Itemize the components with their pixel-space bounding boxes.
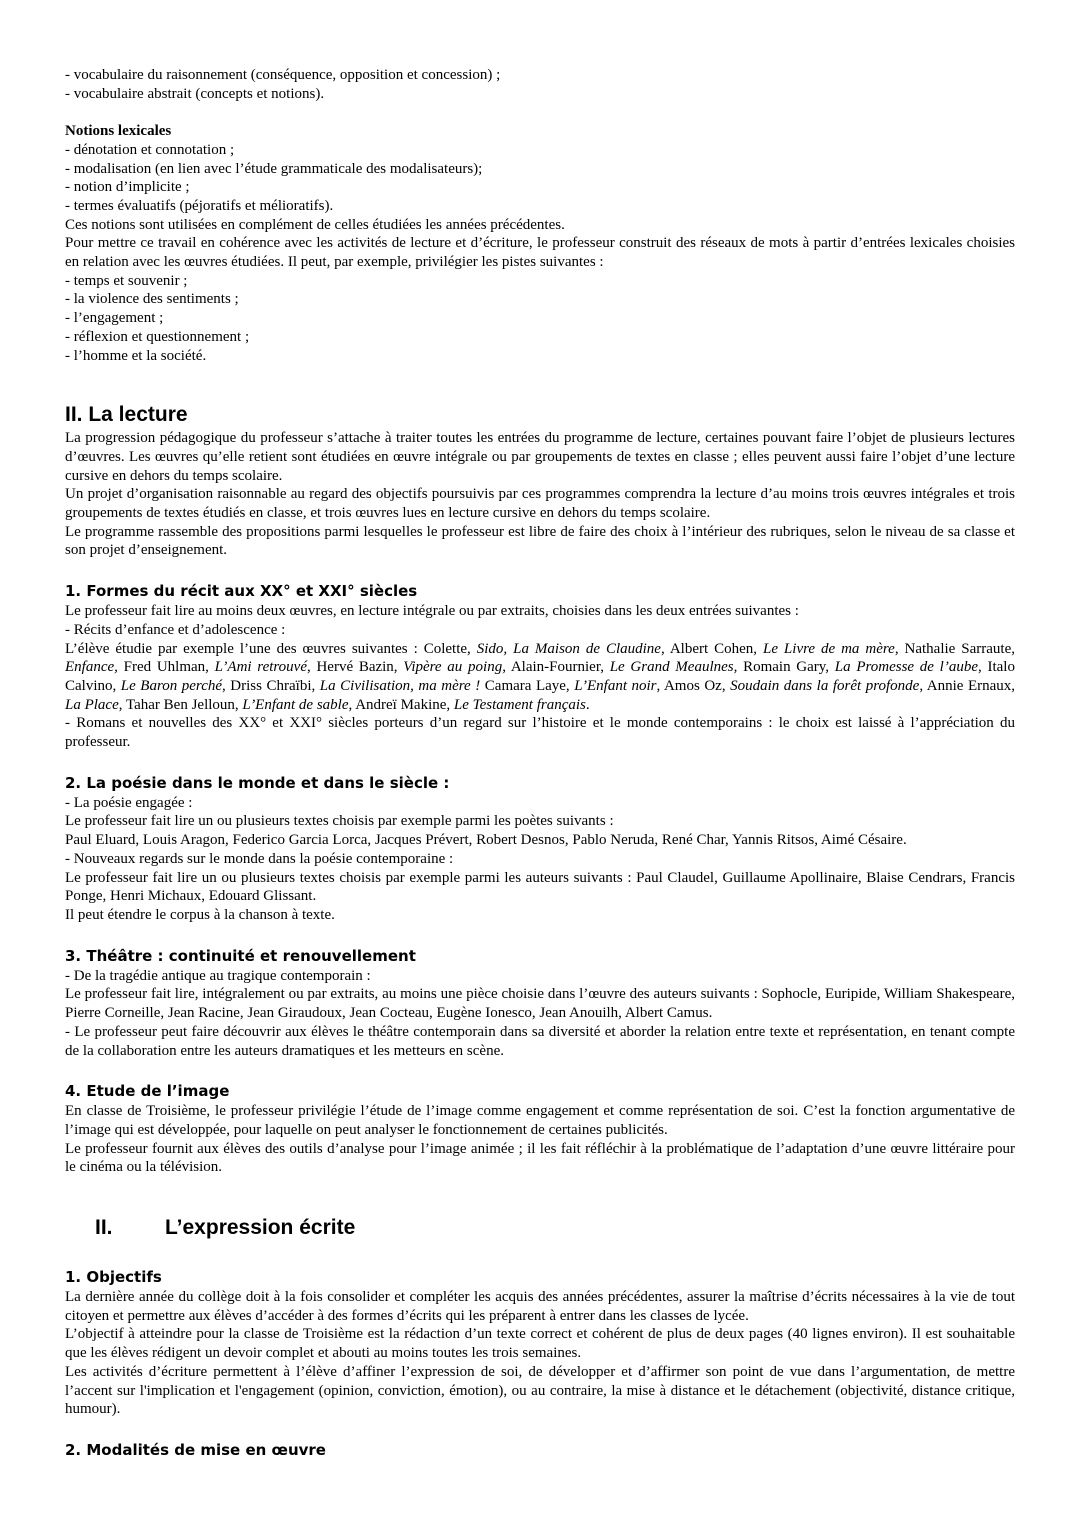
work-title: Sido, La Maison de Claudine	[476, 640, 661, 657]
text-segment: Fred Uhlman,	[117, 659, 215, 676]
paragraph: - dénotation et connotation ;	[65, 141, 235, 158]
work-title: Le Baron perché	[120, 677, 223, 694]
text-segment: , Nathalie Sarraute,	[894, 640, 1015, 657]
subsection-heading: 1. Objectifs	[65, 1268, 162, 1287]
work-title: Vipère au poing	[403, 659, 503, 676]
paragraph: Le professeur fait lire un ou plusieurs textes choisis par exemple parmi les auteurs suivants : Paul Claudel, Guillaume Apollinaire, Blaise Cendrars, Francis Ponge, Henri Michaux, Edouard Glissant.	[65, 869, 1015, 905]
text-segment: , Romain Gary,	[733, 659, 835, 676]
text-segment: , Driss Chraïbi,	[222, 677, 320, 694]
text-segment: L’élève étudie par exemple l’une des œuvres suivantes : Colette,	[65, 640, 477, 657]
work-title: Le Livre de ma mère	[762, 640, 895, 657]
paragraph: Le professeur fait lire un ou plusieurs textes choisis par exemple parmi les poètes suivants :	[65, 813, 614, 830]
blank-line	[65, 103, 1015, 122]
paragraph: - Récits d’enfance et d’adolescence :	[65, 621, 286, 638]
paragraph: - l’homme et la société.	[65, 347, 207, 364]
work-title: Enfance,	[65, 659, 118, 676]
paragraph: Il peut étendre le corpus à la chanson à texte.	[65, 907, 335, 923]
text-segment: , Annie Ernaux,	[919, 677, 1016, 694]
paragraph: - vocabulaire du raisonnement (conséquence, opposition et concession) ;	[65, 67, 501, 83]
paragraph: Les activités d’écriture permettent à l’élève d’affiner l’expression de soi, de développer et d’affirmer son point de vue dans l’argumentation, de mettre l’accent sur l'implication et l'engagement (opinion, conviction, émotion), ou au contraire, la mise à distance et le détachement (objectivité, distance critique, humour).	[65, 1363, 1015, 1418]
paragraph: - De la tragédie antique au tragique contemporain :	[65, 967, 371, 984]
paragraph: - termes évaluatifs (péjoratifs et mélioratifs).	[65, 197, 334, 214]
paragraph: En classe de Troisième, le professeur privilégie l’étude de l’image comme engagement et comme représentation de soi. C’est la fonction argumentative de l’image qui est développée, pour laquelle on peut analyser le fonctionnement de certaines publicités.	[65, 1103, 1015, 1138]
text-segment: , Italo Calvino,	[65, 659, 1015, 694]
works-list-paragraph	[65, 640, 1015, 715]
paragraph: Le programme rassemble des propositions parmi lesquelles le professeur est libre de faire des choix à l’intérieur des rubriques, selon le niveau de sa classe et son projet d’enseignement.	[65, 523, 1015, 559]
paragraph: - vocabulaire abstrait (concepts et notions).	[65, 85, 325, 102]
subsection-heading: 3. Théâtre : continuité et renouvellement	[65, 946, 416, 965]
subsection-label: Notions lexicales	[65, 123, 172, 140]
paragraph: Ces notions sont utilisées en complément de celles étudiées les années précédentes.	[65, 216, 565, 233]
subsection-heading: 2. La poésie dans le monde et dans le siècle :	[65, 773, 450, 792]
work-title: L’Enfant noir	[574, 677, 657, 694]
subsection-heading: 1. Formes du récit aux XX° et XXI° siècles	[65, 582, 418, 601]
paragraph: Paul Eluard, Louis Aragon, Federico Garcia Lorca, Jacques Prévert, Robert Desnos, Pablo Neruda, René Char, Yannis Ritsos, Aimé Césaire.	[65, 832, 907, 849]
text-segment: , Hervé Bazin,	[307, 659, 404, 676]
work-title: La Civilisation, ma mère !	[319, 677, 481, 694]
text-segment: , Alain-Fournier,	[502, 659, 610, 676]
subsection-heading: 2. Modalités de mise en œuvre	[65, 1440, 326, 1459]
work-title: Le Grand Meaulnes	[609, 659, 734, 676]
paragraph: Pour mettre ce travail en cohérence avec les activités de lecture et d’écriture, le professeur construit des réseaux de mots à partir d’entrées lexicales choisies en relation avec les œuvres étudiées. Il peut, par exemple, privilégier les pistes suivantes :	[65, 235, 1015, 271]
text-segment: , Amos Oz,	[656, 677, 731, 694]
paragraph: - la violence des sentiments ;	[65, 291, 239, 308]
section-heading	[65, 1214, 1015, 1242]
text-segment: .	[585, 696, 590, 713]
work-title: Soudain dans la forêt profonde	[730, 677, 920, 694]
work-title: L’Ami retrouvé	[214, 659, 307, 676]
paragraph: La dernière année du collège doit à la fois consolider et compléter les acquis des années précédentes, assurer la maîtrise d’écrits nécessaires à la vie de tout citoyen et permettre aux élèves d’accéder à des formes d’écrits qui les préparent à entrer dans les classes de lycée.	[65, 1289, 1015, 1324]
paragraph: - l’engagement ;	[65, 310, 164, 327]
paragraph: Un projet d’organisation raisonnable au regard des objectifs poursuivis par ces programmes comprendra la lecture d’au moins trois œuvres intégrales et trois groupements de textes étudiés en classe, et trois œuvres lues en lecture cursive en dehors du temps scolaire.	[65, 486, 1015, 522]
work-title: Le Testament français	[453, 696, 586, 713]
paragraph: - notion d’implicite ;	[65, 179, 190, 196]
paragraph: - temps et souvenir ;	[65, 272, 188, 289]
section-title: L’expression écrite	[165, 1216, 356, 1240]
work-title: L’Enfant de sable	[242, 696, 349, 713]
paragraph: La progression pédagogique du professeur s’attache à traiter toutes les entrées du programme de lecture, certaines pouvant faire l’objet de plusieurs lectures d’œuvres. Les œuvres qu’elle retient sont étudiées en œuvre intégrale ou par groupements de textes en classe ; elles peuvent aussi faire l’objet d’une lecture cursive en dehors du temps scolaire.	[65, 430, 1015, 484]
paragraph: L’objectif à atteindre pour la classe de Troisième est la rédaction d’un texte correct et cohérent de plus de deux pages (40 lignes environ). Il est souhaitable que les élèves rédigent un devoir complet et abouti au moins toutes les trois semaines.	[65, 1326, 1015, 1362]
paragraph: - Romans et nouvelles des XX° et XXI° siècles porteurs d’un regard sur l’histoire et le monde contemporains : le choix est laissé à l’appréciation du professeur.	[65, 715, 1015, 751]
paragraph: Le professeur fait lire, intégralement ou par extraits, au moins une pièce choisie dans l’œuvre des auteurs suivants : Sophocle, Euripide, William Shakespeare, Pierre Corneille, Jean Racine, Jean Giraudoux, Jean Cocteau, Eugène Ionesco, Jean Anouilh, Albert Camus.	[65, 986, 1015, 1022]
paragraph: Le professeur fournit aux élèves des outils d’analyse pour l’image animée ; il les fait réfléchir à la problématique de l’adaptation d’une œuvre littéraire pour le cinéma ou la télévision.	[65, 1140, 1015, 1176]
work-title: La Place	[65, 696, 119, 713]
text-segment: , Tahar Ben Jelloun,	[118, 696, 243, 713]
work-title: La Promesse de l’aube	[834, 659, 978, 676]
paragraph: - La poésie engagée :	[65, 794, 193, 811]
section-number: II.	[95, 1216, 113, 1240]
paragraph: Le professeur fait lire au moins deux œuvres, en lecture intégrale ou par extraits, choisies dans les deux entrées suivantes :	[65, 603, 799, 620]
section-heading: II. La lecture	[65, 403, 188, 427]
subsection-heading: 4. Etude de l’image	[65, 1082, 230, 1101]
text-segment: , Andreï Makine,	[348, 696, 454, 713]
paragraph: - Nouveaux regards sur le monde dans la poésie contemporaine :	[65, 850, 454, 867]
paragraph: - Le professeur peut faire découvrir aux élèves le théâtre contemporain dans sa diversité et aborder la relation entre texte et représentation, en tenant compte de la collaboration entre les auteurs dramatiques et les metteurs en scène.	[65, 1023, 1015, 1059]
text-segment: , Albert Cohen,	[660, 640, 763, 657]
paragraph: - réflexion et questionnement ;	[65, 328, 250, 345]
paragraph: - modalisation (en lien avec l’étude grammaticale des modalisateurs);	[65, 160, 483, 177]
text-segment: Camara Laye,	[480, 677, 575, 694]
